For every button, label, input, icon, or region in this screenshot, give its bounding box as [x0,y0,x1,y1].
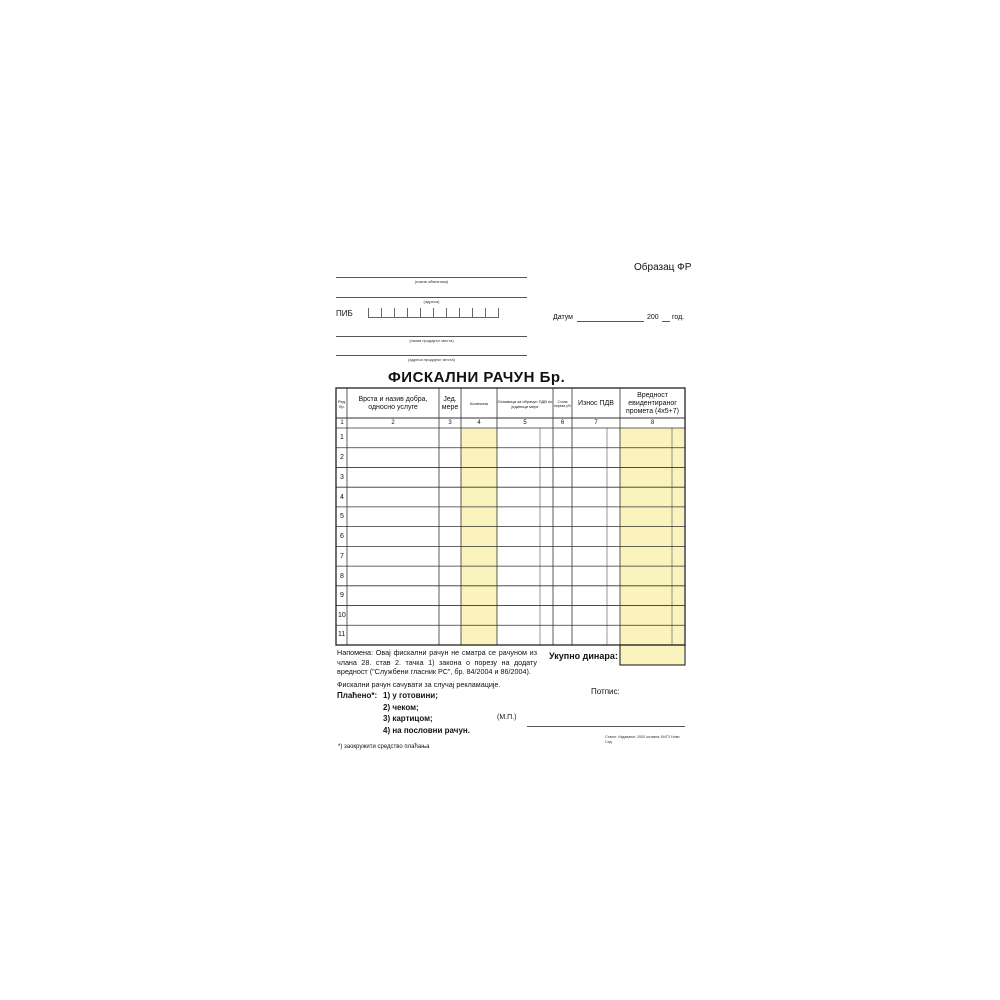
row-number: 1 [340,434,344,441]
keep-note: Фискални рачун сачувати за случај рекламације. [337,680,501,689]
column-number-7: 7 [594,420,598,426]
row-number: 5 [340,513,344,520]
paid-label: Плаћено*: [337,691,378,700]
row-number: 2 [340,454,344,461]
form-code: Образац ФР [634,262,692,273]
printer-info: Стање: Издавање: 2000 штампа: БИГЗ Нови Сад [605,735,680,744]
row-number: 3 [340,474,344,481]
payment-option-cash[interactable]: 1) у готовини; [383,691,438,700]
signature-line[interactable] [527,726,685,727]
highlight-value-column [620,428,684,645]
date-suffix: год. [672,314,685,321]
payment-option-account[interactable]: 4) на пословни рачун. [383,726,470,735]
row-number: 9 [340,592,344,599]
date-label: Датум [553,314,573,321]
column-number-5: 5 [523,420,527,426]
row-number: 10 [338,612,346,619]
column-number-8: 8 [650,420,655,426]
total-label: Укупно динара: [549,651,618,661]
row-number: 7 [340,553,344,560]
footnote: *) заокружити средство плаћања [338,744,430,750]
column-number-4: 4 [477,420,481,426]
row-number: 6 [340,533,344,540]
header-vat-amount: Износ ПДВ [578,399,614,407]
row-number: 8 [340,573,344,580]
legal-note: Напомена: Овај фискални рачун не сматра се рачуном из члана 28. став 2. тачка 1) закона о порезу на додату вредност ("Службени гласник РС", бр. 84/2004 и 86/2004). [337,648,537,676]
issuer-caption: (назив обвезника) [414,279,449,284]
column-number-2: 2 [391,420,395,426]
header-row-number: Ред. бр. [337,398,347,409]
column-number-6: 6 [560,420,565,426]
highlight-total-cell [620,645,684,665]
column-number-3: 3 [448,420,452,426]
payment-option-check[interactable]: 2) чеком; [383,703,419,712]
invoice-title: ФИСКАЛНИ РАЧУН Бр. [388,369,566,386]
payment-option-card[interactable]: 3) картицом; [383,714,433,723]
shop-address-caption: (адреса продајног места) [408,357,455,362]
address-caption: (адреса) [423,299,440,304]
row-number: 11 [338,631,346,638]
header-item-name: Врста и назив добра, односно услуге [358,395,428,411]
pib-label: ПИБ [336,309,353,318]
highlight-quantity-column [461,428,497,645]
header-tax-rate: Стопа пореза у% [553,399,572,408]
column-number-1: 1 [340,420,344,426]
stamp-label: (М.П.) [497,714,517,721]
row-number: 4 [340,494,344,501]
shop-name-caption: (назив продајног места) [409,338,454,343]
signature-label: Потпис: [591,687,620,696]
header-total-value: Вредност евидентираног промета (4х5+7) [626,391,679,415]
header-base: Основица за обрачун ПДВ по јединици мере [497,398,553,409]
header-quantity: Количина [470,401,488,406]
date-year: 200 [647,314,659,321]
header-unit: Јед. мере [441,395,459,411]
